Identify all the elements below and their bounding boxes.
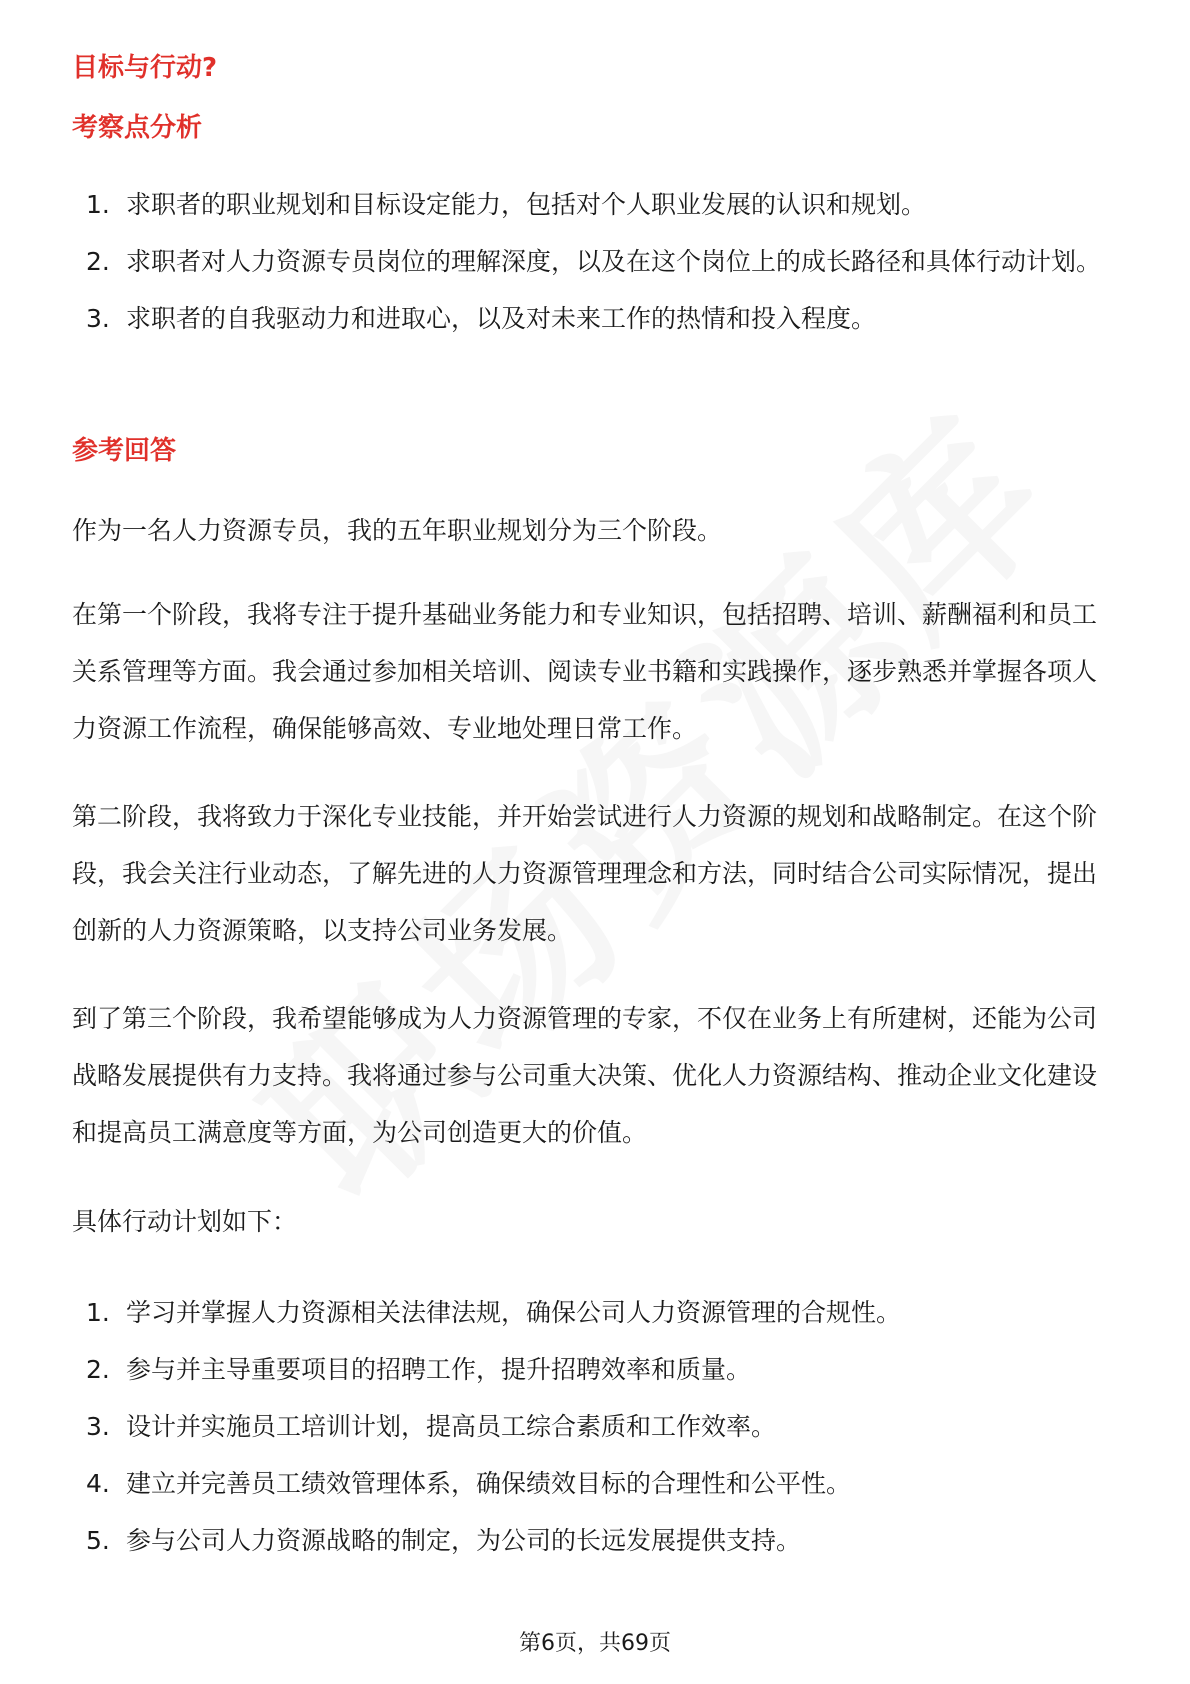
list-number: 2. xyxy=(86,1355,110,1384)
list-item xyxy=(72,1341,1118,1398)
list-item xyxy=(72,233,1118,290)
list-item-text: 设计并实施员工培训计划，提高员工综合素质和工作效率。 xyxy=(126,1412,777,1441)
list-item-text: 求职者的自我驱动力和进取心，以及对未来工作的热情和投入程度。 xyxy=(126,304,877,333)
answer-stage-2: 第二阶段，我将致力于深化专业技能，并开始尝试进行人力资源的规划和战略制定。在这个阶段，我会关注行业动态，了解先进的人力资源管理理念和方法，同时结合公司实际情况，提出创新的人力资源策略，以支持公司业务发展。 xyxy=(72,802,1098,945)
plan-list xyxy=(72,1284,1118,1569)
answer-heading: 参考回答 xyxy=(72,436,177,466)
list-item xyxy=(72,176,1118,233)
analysis-list xyxy=(72,176,1118,347)
list-item xyxy=(72,290,1118,347)
answer-stage-3: 到了第三个阶段，我希望能够成为人力资源管理的专家，不仅在业务上有所建树，还能为公司战略发展提供有力支持。我将通过参与公司重大决策、优化人力资源结构、推动企业文化建设和提高员工满意度等方面，为公司创造更大的价值。 xyxy=(72,1004,1098,1147)
list-item-text: 参与公司人力资源战略的制定，为公司的长远发展提供支持。 xyxy=(126,1526,802,1555)
list-item-text: 学习并掌握人力资源相关法律法规，确保公司人力资源管理的合规性。 xyxy=(126,1298,902,1327)
list-item xyxy=(72,1455,1118,1512)
answer-stage-1: 在第一个阶段，我将专注于提升基础业务能力和专业知识，包括招聘、培训、薪酬福利和员工关系管理等方面。我会通过参加相关培训、阅读专业书籍和实践操作，逐步熟悉并掌握各项人力资源工作流程，确保能够高效、专业地处理日常工作。 xyxy=(72,600,1098,743)
list-item-text: 建立并完善员工绩效管理体系，确保绩效目标的合理性和公平性。 xyxy=(126,1469,852,1498)
list-number: 3. xyxy=(86,1412,110,1441)
plan-lead: 具体行动计划如下： xyxy=(72,1207,298,1236)
list-number: 4. xyxy=(86,1469,110,1498)
list-item-text: 求职者的职业规划和目标设定能力，包括对个人职业发展的认识和规划。 xyxy=(126,190,927,219)
list-number: 1. xyxy=(86,1298,110,1327)
list-item xyxy=(72,1284,1118,1341)
list-number: 2. xyxy=(86,247,110,276)
list-number: 5. xyxy=(86,1526,110,1555)
list-number: 3. xyxy=(86,304,110,333)
list-number: 1. xyxy=(86,190,110,219)
answer-intro: 作为一名人力资源专员，我的五年职业规划分为三个阶段。 xyxy=(72,516,723,545)
list-item xyxy=(72,1398,1118,1455)
list-item-text: 参与并主导重要项目的招聘工作，提升招聘效率和质量。 xyxy=(126,1355,752,1384)
question-title: 目标与行动? xyxy=(72,53,218,83)
page-number: 第6页，共69页 xyxy=(519,1631,671,1656)
analysis-heading: 考察点分析 xyxy=(72,113,203,143)
list-item-text: 求职者对人力资源专员岗位的理解深度，以及在这个岗位上的成长路径和具体行动计划。 xyxy=(126,247,1102,276)
list-item xyxy=(72,1512,1118,1569)
